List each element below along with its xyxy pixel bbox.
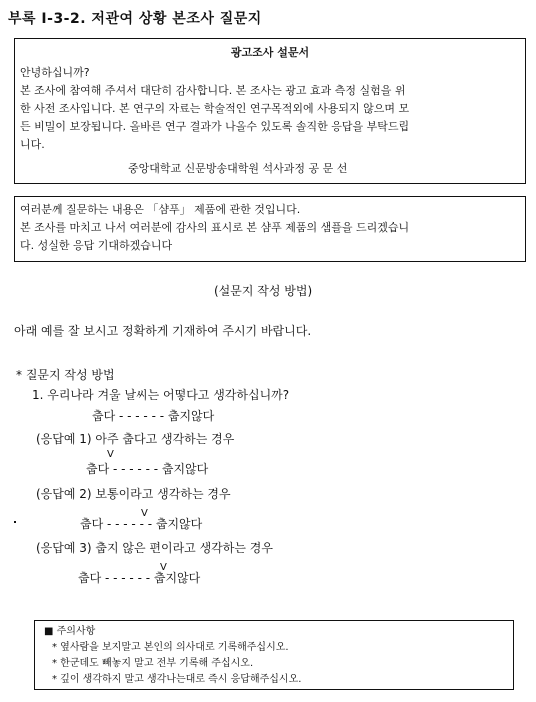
note-item: * 옆사람을 보지말고 본인의 의사대로 기록해주십시오. [52,642,289,653]
intro-line: 든 비밀이 보장됩니다. 올바른 연구 결과가 나올수 있도록 솔직한 응답을 부탁드립 [20,120,410,133]
check-mark: V [141,508,148,519]
example-scale: 춥다 - - - - - - 춥지않다 [80,517,203,531]
survey-heading: 광고조사 설문서 [230,46,310,59]
intro-line: 본 조사에 참여해 주셔서 대단히 감사합니다. 본 조사는 광고 효과 측정 실험을 위 [20,84,406,97]
method-label: * 질문지 작성 방법 [16,368,115,382]
example-scale: 춥다 - - - - - - 춥지않다 [86,462,209,476]
example-question: 1. 우리나라 겨울 날씨는 어떻다고 생각하십니까? [32,388,290,402]
page-title: 부록 Ⅰ-3-2. 저관여 상황 본조사 질문지 [8,11,262,27]
instruction-text: 아래 예를 잘 보시고 정확하게 기재하여 주시기 바랍니다. [14,324,312,338]
stray-dot [14,521,16,523]
intro-line: 한 사전 조사입니다. 본 연구의 자료는 학술적인 연구목적외에 사용되지 않으며 모 [20,102,410,115]
example-scale: 춥다 - - - - - - 춥지않다 [78,571,201,585]
method-heading: (설문지 작성 방법) [214,284,313,298]
intro-line: 니다. [20,138,45,151]
example-caption: (응답예 1) 아주 춥다고 생각하는 경우 [36,432,235,446]
greeting: 안녕하십니까? [20,66,90,79]
example-caption: (응답예 3) 춥지 않은 편이라고 생각하는 경우 [36,541,273,555]
check-mark: V [160,562,167,573]
check-mark: V [107,449,114,460]
notes-title: ■ 주의사항 [44,626,96,637]
notice-line: 본 조사를 마치고 나서 여러분에 감사의 표시로 본 샴푸 제품의 샘플을 드리겠습니 [20,221,410,234]
example-scale: 춥다 - - - - - - 춥지않다 [92,409,215,423]
note-item: * 깊이 생각하지 말고 생각나는대로 즉시 응답해주십시오. [52,674,302,685]
note-item: * 한군데도 빼놓지 말고 전부 기록해 주십시오. [52,658,254,669]
notice-line: 다. 성실한 응답 기대하겠습니다 [20,239,173,252]
example-caption: (응답예 2) 보통이라고 생각하는 경우 [36,487,231,501]
notice-line: 여러분께 질문하는 내용은 「샴푸」 제품에 관한 것입니다. [20,203,301,216]
signature: 중앙대학교 신문방송대학원 석사과정 공 문 선 [128,162,348,175]
